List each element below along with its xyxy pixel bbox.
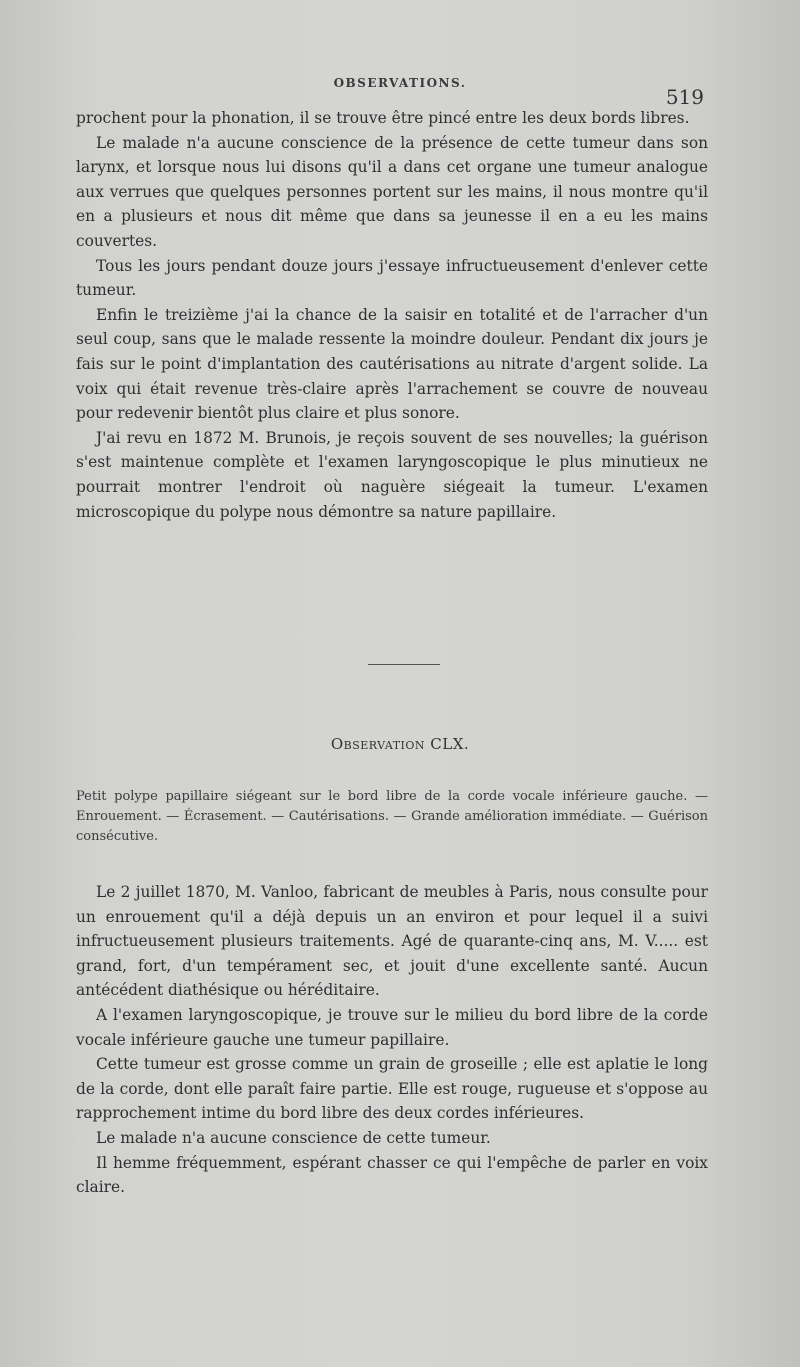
observation-heading: Observation CLX. [330, 735, 470, 753]
paragraph: Le malade n'a aucune conscience de la présence de cette tumeur dans son larynx, et lorsque nous lui disons qu'il a dans cet organe une tumeur analogue aux verrues que quelques personnes portent sur les mains, il nous montre qu'il en a plusieurs et nous dit même que dans sa jeunesse il en a eu les mains couvertes. [76, 133, 708, 250]
bottom-text-block [76, 880, 708, 1200]
paragraph: A l'examen laryngoscopique, je trouve sur le milieu du bord libre de la corde vocale inférieure gauche une tumeur papillaire. [76, 1005, 708, 1049]
top-text-block [76, 106, 708, 524]
paragraph: Il hemme fréquemment, espérant chasser ce qui l'empêche de parler en voix claire. [76, 1153, 708, 1197]
observation-summary: Petit polype papillaire siégeant sur le bord libre de la corde vocale inférieure gauche. — Enrouement. — Écrasement. — Cautérisations. — Grande amélioration immédiate. — Guérison consécutive. [76, 789, 708, 844]
paragraph: J'ai revu en 1872 M. Brunois, je reçois souvent de ses nouvelles; la guérison s'est maintenue complète et l'examen laryngoscopique le plus minutieux ne pourrait montrer l'endroit où naguère siégeait la tumeur. L'examen microscopique du polype nous démontre sa nature papillaire. [76, 428, 708, 521]
paragraph: Cette tumeur est grosse comme un grain de groseille ; elle est aplatie le long de la corde, dont elle paraît faire partie. Elle est rouge, rugueuse et s'oppose au rapprochement intime du bord libre des deux cordes inférieures. [76, 1055, 708, 1123]
paragraph: prochent pour la phonation, il se trouve être pincé entre les deux bords libres. [76, 109, 690, 127]
running-title: OBSERVATIONS. [333, 76, 467, 90]
page-number: 519 [665, 85, 704, 109]
paragraph: Enfin le treizième j'ai la chance de la saisir en totalité et de l'arracher d'un seul coup, sans que le malade ressente la moindre douleur. Pendant dix jours je fais sur le point d'implantation des cautérisations au nitrate d'argent solide. La voix qui était revenue très-claire après l'arrachement se couvre de nouveau pour redevenir bientôt plus claire et plus sonore. [76, 305, 708, 423]
section-divider [368, 664, 440, 665]
paragraph: Tous les jours pendant douze jours j'essaye infructueusement d'enlever cette tumeur. [76, 256, 708, 300]
paragraph: Le malade n'a aucune conscience de cette tumeur. [96, 1128, 491, 1147]
paragraph: Le 2 juillet 1870, M. Vanloo, fabricant de meubles à Paris, nous consulte pour un enrouement qu'il a déjà depuis un an environ et pour lequel il a suivi infructueusement plusieurs traitements. Agé de quarante-cinq ans, M. V..... est grand, fort, d'un tempérament sec, et jouit d'une excellente santé. Aucun antécédent diathésique ou héréditaire. [76, 883, 708, 1000]
